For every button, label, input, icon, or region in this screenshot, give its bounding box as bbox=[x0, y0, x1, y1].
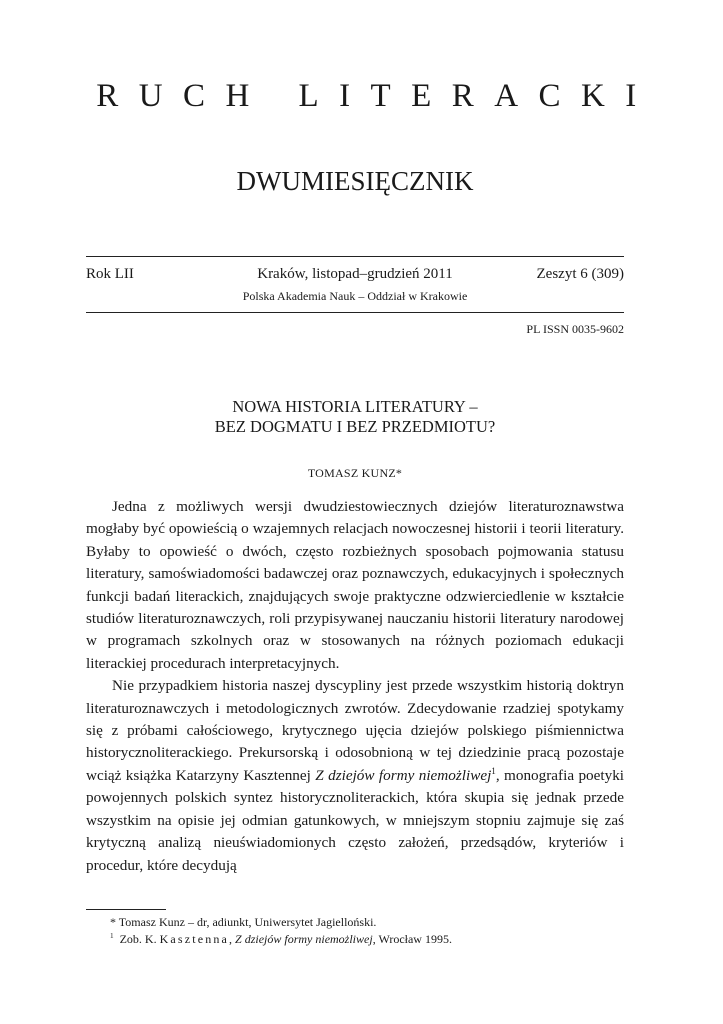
footnote-author-text: Tomasz Kunz – dr, adiunkt, Uniwersytet Jagielloński. bbox=[118, 915, 377, 929]
issue-year: Rok LII bbox=[86, 266, 134, 282]
article-body bbox=[86, 496, 624, 877]
paragraph-2-text-a: Nie przypadkiem historia naszej dyscypliny jest przede wszystkim historią doktryn literaturoznawczych i metodologicznych zwrotów. Zdecydowanie rzadziej spotykamy się z próbami całościowego, krytycznego ujęcia dziejów polskiego piśmiennictwa historycznoliterackiego. Prekursorską i odosobnioną w tej dziedzinie pracą pozostaje wciąż książka Katarzyny Kasztennej bbox=[86, 677, 624, 784]
paragraph-1: Jedna z możliwych wersji dwudziestowiecznych dziejów literaturoznawstwa mogłaby być opowieścią o wzajemnych relacjach nowoczesnej historii i teorii literatury. Byłaby to opowieść o dwóch, często rozbieżnych sposobach pojmowania statusu literatury, samoświadomości badawczej oraz poznawczych, edukacyjnych i społecznych funkcji badań literackich, znajdujących swoje praktyczne odzwierciedlenie w kształcie studiów literaturoznawczych, roli przypisywanej nauczaniu historii literatury narodowej w programach szkolnych oraz w stosowanych na różnych poziomach edukacji literackiej procedurach interpretacyjnych. bbox=[86, 498, 624, 672]
issue-place-date: Kraków, listopad–grudzień 2011 bbox=[257, 266, 453, 282]
footnote-1-book: Z dziejów formy niemożliwej bbox=[235, 932, 373, 946]
footnote-1-suffix: , Wrocław 1995. bbox=[372, 932, 452, 946]
article-title-line-2: BEZ DOGMATU I BEZ PRZEDMIOTU? bbox=[214, 417, 496, 436]
footnote-ref-1[interactable]: 1 bbox=[491, 765, 496, 776]
footnote-author-mark: * bbox=[110, 915, 116, 929]
paragraph-2 bbox=[86, 675, 624, 877]
footnote-separator bbox=[86, 909, 166, 910]
footnotes bbox=[86, 914, 624, 948]
article-title bbox=[86, 397, 624, 437]
book-title: Z dziejów formy niemożliwej bbox=[315, 766, 492, 784]
journal-title: RUCH LITERACKI bbox=[96, 78, 657, 114]
paragraph-2-text-b: , monografia poetyki powojennych polskich syntez historycznoliterackich, która skupia się jednak przede wszystkim na opisie jej odmian gatunkowych, w mniejszym stopniu zajmuje się zaś krytyczną analizą nieuświadomionych często założeń, przedsądów, kryteriów i procedur, które decydują bbox=[86, 766, 625, 874]
footnote-1-sep: , bbox=[229, 932, 233, 946]
issue-number: Zeszyt 6 (309) bbox=[536, 266, 624, 282]
footnote-1-mark: 1 bbox=[110, 932, 114, 940]
footnote-1 bbox=[86, 931, 624, 948]
publisher: Polska Akademia Nauk – Oddział w Krakowie bbox=[242, 289, 468, 303]
journal-subtitle: DWUMIESIĘCZNIK bbox=[236, 166, 474, 196]
header-bottom-rule bbox=[86, 312, 624, 313]
article-title-line-1: NOWA HISTORIA LITERATURY – bbox=[232, 397, 478, 416]
header-top-rule bbox=[86, 256, 624, 257]
footnote-author bbox=[86, 914, 624, 931]
footnote-1-author: Kasztenna bbox=[159, 932, 230, 946]
footnote-1-prefix: Zob. K. bbox=[119, 932, 157, 946]
article-author: TOMASZ KUNZ* bbox=[307, 466, 403, 480]
issn: PL ISSN 0035-9602 bbox=[526, 322, 624, 336]
